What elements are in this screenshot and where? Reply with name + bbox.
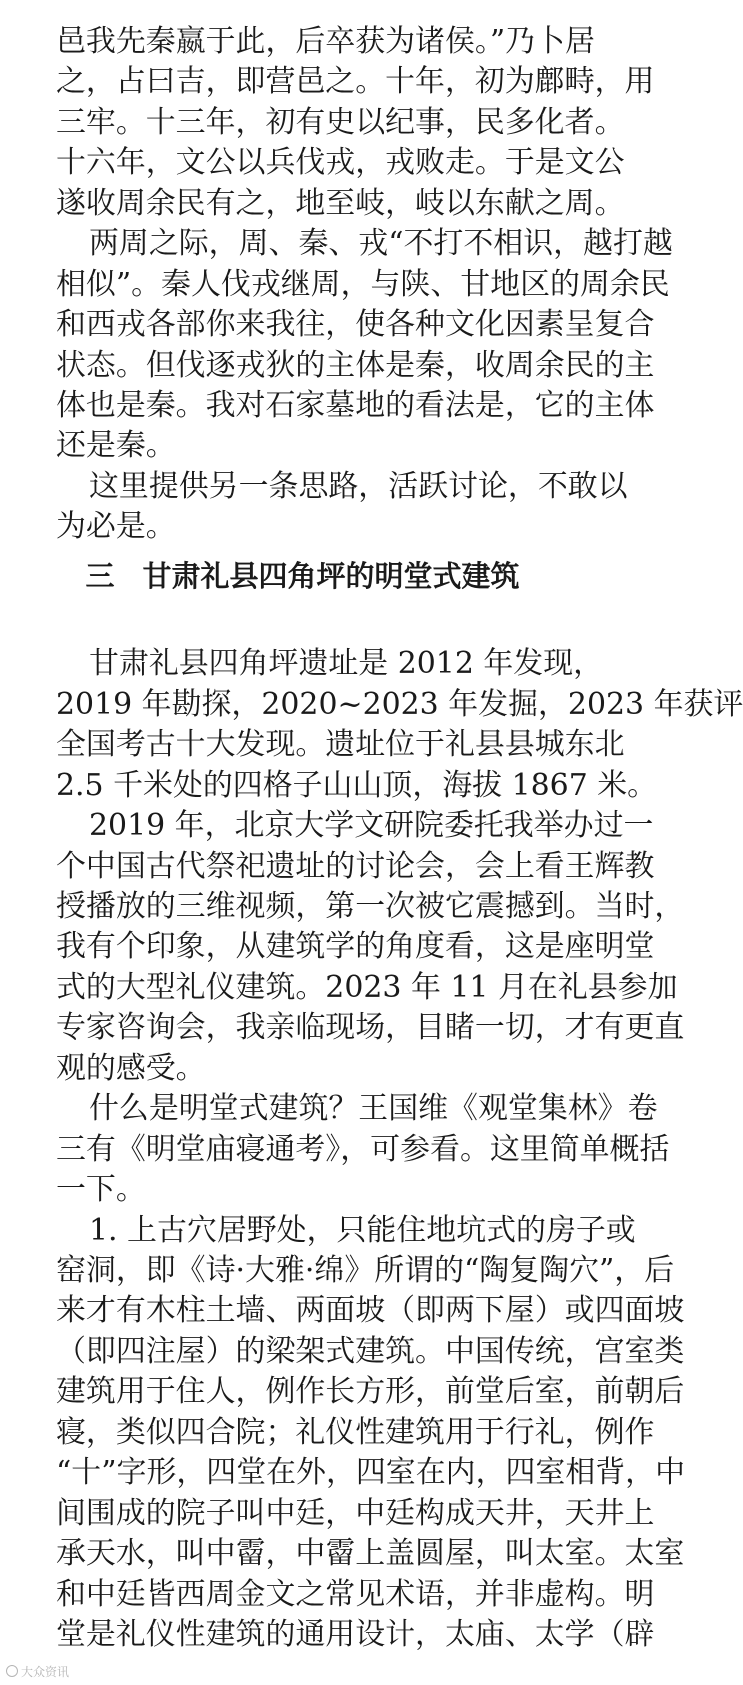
text-line: 全国考古十大发现。遗址位于礼县县城东北 [56,727,625,763]
text-line: 1. 上古穴居野处，只能住地坑式的房子或 [89,1212,636,1248]
text-line: 邑我先秦嬴于此，后卒获为诸侯。”乃卜居 [56,24,595,59]
text-line: 什么是明堂式建筑？王国维《观堂集林》卷 [89,1091,658,1127]
text-line: 这里提供另一条思路，活跃讨论，不敢以 [89,468,628,504]
text-line: 状态。但伐逐戎狄的主体是秦，收周余民的主 [56,347,655,383]
section-heading [0,556,605,596]
section-title: 甘肃礼县四角坪的明堂式建筑 [142,558,520,593]
text-line: 和西戎各部你来我往，使各种文化因素呈复合 [56,307,655,343]
text-line: 寝，类似四合院；礼仪性建筑用于行礼，例作 [56,1414,655,1450]
text-line: 还是秦。 [56,428,176,464]
text-line: 授播放的三维视频，第一次被它震撼到。当时， [56,888,685,924]
text-line: 我有个印象，从建筑学的角度看，这是座明堂 [56,929,655,965]
text-line: 两周之际，周、秦、戎“不打不相识，越打越 [89,226,673,262]
text-line: 个中国古代祭祀遗址的讨论会，会上看王辉教 [56,848,655,884]
text-line: 相似”。秦人伐戎继周，与陕、甘地区的周余民 [56,266,670,302]
text-line: 和中廷皆西周金文之常见术语，并非虚构。明 [56,1576,655,1612]
text-line: 2.5 千米处的四格子山山顶，海拔 1867 米。 [56,767,658,803]
text-line: 体也是秦。我对石家墓地的看法是，它的主体 [56,388,655,424]
text-line: 窑洞，即《诗·大雅·绵》所谓的“陶复陶穴”，后 [56,1252,675,1288]
text-line: 三有《明堂庙寝通考》，可参看。这里简单概括 [56,1131,670,1167]
text-line: 间围成的院子叫中廷，中廷构成天井，天井上 [56,1495,655,1531]
text-line: （即四注屋）的梁架式建筑。中国传统，宫室类 [56,1333,685,1369]
text-line: 甘肃礼县四角坪遗址是 2012 年发现， [89,646,604,682]
watermark-text: 大众资讯 [21,1665,70,1679]
text-line: 2019 年勘探，2020~2023 年发掘，2023 年获评 [56,686,743,722]
text-line: 十六年，文公以兵伐戎，戎败走。于是文公 [56,145,625,181]
text-line: 一下。 [56,1172,146,1208]
text-line: 遂收周余民有之，地至岐，岐以东献之周。 [56,185,625,221]
watermark-logo-icon [6,1665,18,1677]
section-number: 三 [85,558,115,593]
text-line: 观的感受。 [56,1050,206,1086]
text-line: 来才有木柱土墙、两面坡（即两下屋）或四面坡 [56,1293,685,1329]
text-line: 三牢。十三年，初有史以纪事，民多化者。 [56,104,625,140]
text-line: 之，占曰吉，即营邑之。十年，初为鄜畤，用 [56,64,655,100]
text-line: 建筑用于住人，例作长方形，前堂后室，前朝后 [56,1374,685,1410]
text-line: 专家咨询会，我亲临现场，目睹一切，才有更直 [56,1010,685,1046]
text-line: 承天水，叫中霤，中霤上盖圆屋，叫太室。太室 [56,1536,685,1572]
text-line: 为必是。 [56,509,176,545]
watermark [6,1663,69,1680]
text-line: 堂是礼仪性建筑的通用设计，太庙、太学（辟 [56,1617,655,1652]
text-line: 2019 年，北京大学文研院委托我举办过一 [89,808,654,844]
text-line: 式的大型礼仪建筑。2023 年 11 月在礼县参加 [56,969,678,1005]
text-line: “十”字形，四堂在外，四室在内，四室相背，中 [56,1455,686,1491]
